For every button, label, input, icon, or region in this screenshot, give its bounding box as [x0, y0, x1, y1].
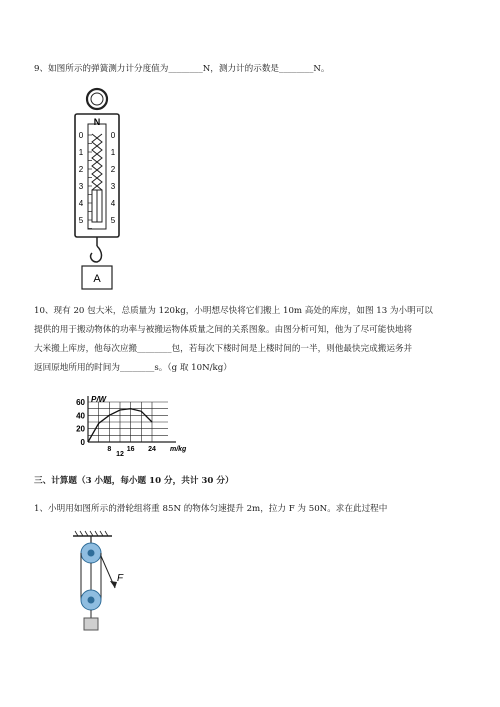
scale-label-left: 1	[78, 148, 84, 157]
question-10-line-3: 大米搬上库房，他每次应搬________包，若每次下楼时间是上楼时间的一半，则他最快完成搬运务并	[34, 344, 413, 354]
movable-pulley-axle	[88, 597, 95, 604]
scale-label-left: 5	[78, 216, 84, 225]
scale-label-right: 1	[110, 148, 116, 157]
scale-label-right: 3	[110, 182, 116, 191]
fixed-pulley-axle	[88, 550, 95, 557]
force-arrow-icon	[110, 581, 117, 588]
spring-scale-ring-inner	[91, 93, 103, 105]
scale-label-right: 5	[110, 216, 116, 225]
chart-y-tick-label: 20	[76, 424, 85, 434]
chart-x-tick-label: 8	[107, 446, 112, 453]
question-10-line-4: 返回原地所用的时间为________s。（g 取 10N/kg）	[34, 363, 232, 373]
question-9-text: 9、如图所示的弹簧测力计分度值为________N，测力计的示数是________N。	[34, 64, 330, 74]
chart-x-tick-label: 24	[148, 446, 156, 453]
chart-y-tick-label: 40	[76, 411, 85, 421]
scale-label-right: 2	[110, 165, 116, 174]
scale-label-left: 3	[78, 182, 84, 191]
question-10-line-1: 10、现有 20 包大米，总质量为 120kg，小明想尽快将它们搬上 10m 高处的库房，如图 13 为小明可以	[34, 306, 433, 316]
question-10-line-2: 提供的用于搬动物体的功率与被搬运物体质量之间的关系图象。由图分析可知，他为了尽可能快地将	[34, 325, 413, 335]
chart-y-axis-label: P/W	[91, 395, 107, 404]
chart-y-tick-label: 60	[76, 398, 85, 407]
load-block	[84, 618, 98, 630]
scale-label-left: 4	[78, 199, 84, 208]
scale-label-left: 2	[78, 165, 84, 174]
spring-scale-figure	[70, 86, 130, 292]
section-3-title: 三、计算题（3 小题，每小题 10 分，共计 30 分）	[34, 476, 234, 486]
scale-label-left: 0	[78, 131, 84, 140]
chart-x-tick-label-12: 12	[116, 451, 124, 458]
hook-icon	[91, 246, 102, 262]
force-label: F	[117, 573, 124, 584]
weight-a-label: A	[93, 273, 101, 285]
question-10	[34, 302, 433, 378]
scale-label-right: 0	[110, 131, 116, 140]
chart-y-tick-label: 0	[80, 438, 85, 447]
chart-x-tick-label: 16	[126, 446, 135, 453]
chart-x-axis-label: m/kg	[170, 446, 187, 453]
question-1-text: 1、小明用如图所示的滑轮组将重 85N 的物体匀速提升 2m，拉力 F 为 50N。求在此过程中	[34, 504, 388, 514]
spring-scale-ring	[87, 89, 107, 109]
dial-unit-label: N	[93, 117, 101, 127]
power-mass-chart	[66, 394, 194, 458]
scale-label-right: 4	[110, 199, 116, 208]
pulley-system-figure	[70, 528, 130, 638]
